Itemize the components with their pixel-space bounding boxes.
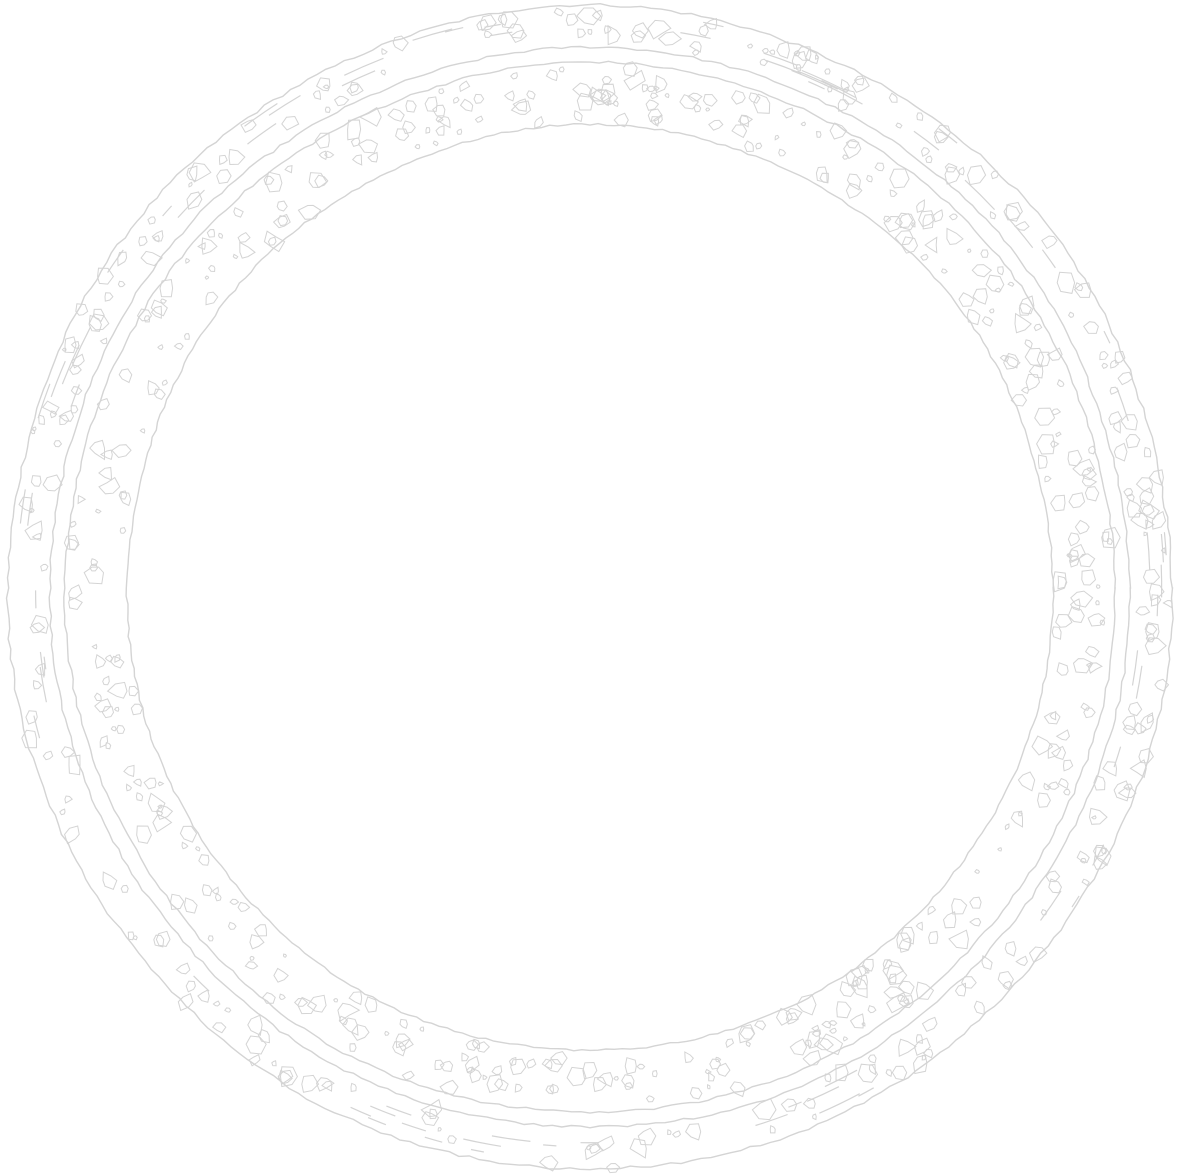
outer-band-dash (1157, 595, 1158, 617)
